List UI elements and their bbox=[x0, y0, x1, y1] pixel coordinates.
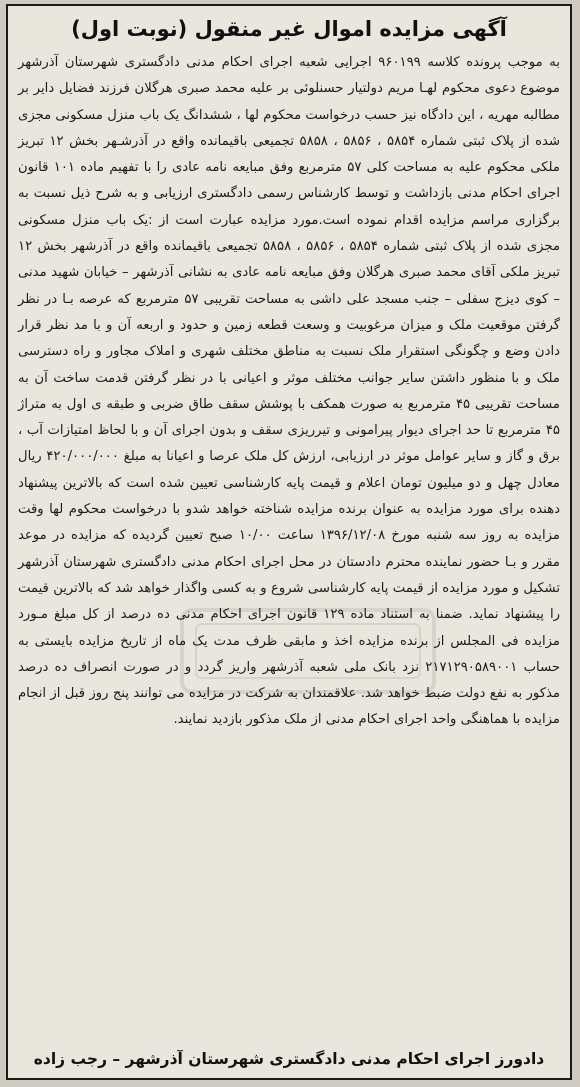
notice-title: آگهی مزایده اموال غیر منقول (نوبت اول) bbox=[71, 17, 507, 41]
notice-body: به موجب پرونده کلاسه ۹۶۰۱۹۹ اجرایی شعبه اجرای احکام مدنی دادگستری شهرستان آذرشهر موضوع دعوی محکوم لهـا مریم دولتیار حسنلوئی بر علیه محمد صبری هرگلان فرزند فضایل دایر بر مطالبه مهریه ، این دادگاه نیز حسب درخواست محکوم لها ، ششدانگ یک باب منزل مسکونی مجزی شده از پلاک ثبتی شماره ۵۸۵۴ ، ۵۸۵۶ ، ۵۸۵۸ تجمیعی باقیمانده واقع در آذرشـهر بخش ۱۲ تبریز ملکی محکوم علیه به مساحت کلی ۵۷ مترمربع وفق مبایعه نامه عادی را با تفهیم ماده ۱۰۱ قانون اجرای احکام مدنی بازداشت و توسط کارشناس رسمی دادگستری ارزیابی و به شرح ذیل نسبت به برگزاری مراسم مزایده اقدام نموده است.مورد مزایده عبارت است از :یک باب منزل مسکونی مجزی شده از پلاک ثبتی شماره ۵۸۵۴ ، ۵۸۵۶ ، ۵۸۵۸ تجمیعی باقیمانده واقع در آذرشهر بخش ۱۲ تبریز ملکی آقای محمد صبری هرگلان وفق مبایعه نامه عادی به نشانی آذرشهر – خیابان شهید مدنی – کوی دیزج سفلی – جنب مسجد علی داشی به مساحت تقریبی ۵۷ مترمربع که عرصه بـا در نظر گرفتن موقعیت ملک و میزان مرغوبیت و وسعت قطعه زمین و حدود و اربعه آن و با مد نظر قرار دادن وضع و چگونگی استقرار ملک نسبت به مناطق مختلف شهری و املاک مجاور و راه دسترسی ملک و با منظور داشتن سایر جوانب مختلف موثر و اعیانی با در نظر گرفتن قدمت ساخت آن به مساحت تقریبی ۴۵ مترمربع به صورت همکف با پوشش سقف طاق ضربی و طبقه ی اول به متراژ ۴۵ مترمربع تا حد اجرای دیوار پیرامونی و تیرریزی سقف و بدون اجرای آن و با لحاظ امتیازات آب ، برق و گاز و سایر عوامل موثر در ارزیابی، ارزش کل ملک عرصا و اعیانا به مبلغ ۴۲۰/۰۰۰/۰۰۰ ریال معادل چهل و دو میلیون تومان اعلام و قیمت پایه کارشناسی تعیین شده است که بالاترین پیشنهاد دهنده برای مورد مزایده به عنوان برنده مزایده شناخته خواهد شدو با درخواست محکوم لها وقت مزایده به روز سه شنبه مورخ ۱۳۹۶/۱۲/۰۸ ساعت ۱۰/۰۰ صبح تعیین گردیده که مزایده در موعد مقرر و بـا حضور نماینده محترم دادستان در محل اجرای احکام مدنی دادگستری شهرستان آذرشهر تشکیل و مورد مزایده از قیمت پایه کارشناسی شروع و به کسی واگذار خواهد شد که بالاترین قیمت را پیشنهاد نماید. ضمنا به استناد ماده ۱۲۹ قانون اجرای احکام مدنی ده درصد از کل مبلغ مـورد مزایده فی المجلس از برنده مزایده اخذ و مابقی ظرف مدت یک ماه از تاریخ مزایده بایستی به حساب ۲۱۷۱۲۹۰۵۸۹۰۰۱ نزد بانک ملی شعبه آذرشهر واریز گردد و در صورت انصراف ده درصد مذکور به نفع دولت ضبط خواهد شد. علاقمندان به شرکت در مزایده می توانند پنج روز قبل از انجام مزایده با هماهنگی واحد اجرای احکام مدنی از ملک مذکور بازدید نمایند. bbox=[18, 55, 561, 728]
notice-signature: دادورز اجرای احکام مدنی دادگستری شهرستان آذرشهر – رجب زاده bbox=[33, 1050, 545, 1068]
notice-sheet bbox=[6, 4, 572, 1080]
